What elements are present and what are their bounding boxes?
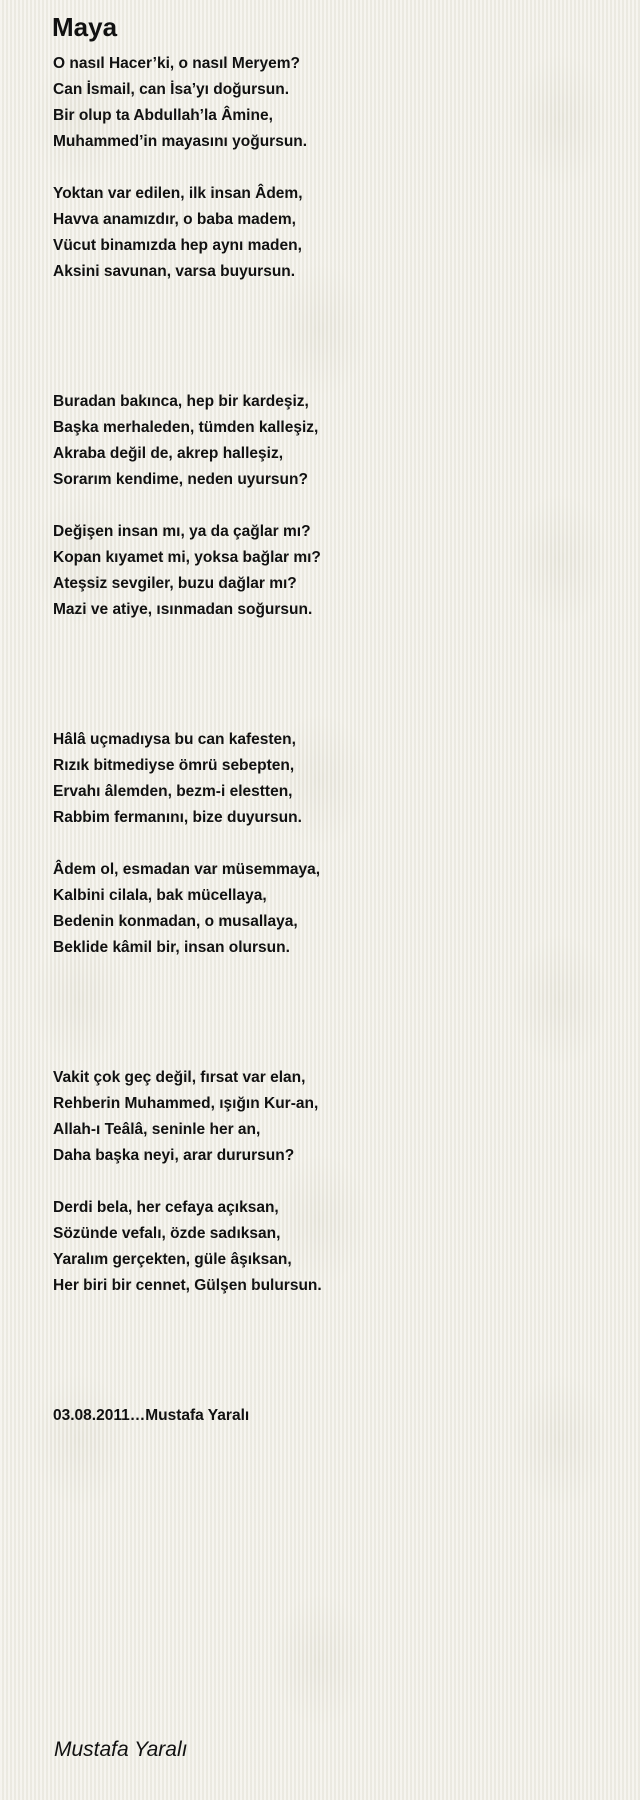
poem-line: Buradan bakınca, hep bir kardeşiz, <box>53 393 309 410</box>
stanza-8 <box>53 1195 613 1299</box>
poem-line: Can İsmail, can İsa’yı doğursun. <box>53 81 290 98</box>
stanza-3 <box>53 389 613 493</box>
poem-line: Rızık bitmediyse ömrü sebepten, <box>53 757 295 774</box>
stanza-2 <box>53 181 613 285</box>
poem-line: Ateşsiz sevgiler, buzu dağlar mı? <box>53 575 297 592</box>
poem-line: Havva anamızdır, o baba madem, <box>53 211 296 228</box>
author-name: Mustafa Yaralı <box>54 1738 188 1761</box>
poem-line: Rabbim fermanını, bize duyursun. <box>53 809 302 826</box>
stanza-spacer <box>53 155 613 181</box>
stanza-spacer <box>53 831 613 857</box>
stanza-4 <box>53 519 613 623</box>
poem-line: Başka merhaleden, tümden kalleşiz, <box>53 419 319 436</box>
section-spacer <box>53 623 613 727</box>
poem-line: Rehberin Muhammed, ışığın Kur-an, <box>53 1095 319 1112</box>
poem-line: Yaralım gerçekten, güle âşıksan, <box>53 1251 292 1268</box>
poem-line: Kalbini cilala, bak mücellaya, <box>53 887 267 904</box>
stanza-5 <box>53 727 613 831</box>
poem-line: Akraba değil de, akrep halleşiz, <box>53 445 284 462</box>
poem-line: Hâlâ uçmadıysa bu can kafesten, <box>53 731 296 748</box>
poem-line: Kopan kıyamet mi, yoksa bağlar mı? <box>53 549 321 566</box>
poem-line: Bir olup ta Abdullah’la Âmine, <box>53 107 273 124</box>
poem-line: Muhammed’in mayasını yoğursun. <box>53 133 308 150</box>
poem-line: Aksini savunan, varsa buyursun. <box>53 263 296 280</box>
stanza-6 <box>53 857 613 961</box>
poem-line: Her biri bir cennet, Gülşen bulursun. <box>53 1277 322 1294</box>
poem-line: Derdi bela, her cefaya açıksan, <box>53 1199 279 1216</box>
poem-line: Değişen insan mı, ya da çağlar mı? <box>53 523 311 540</box>
poem-title: Maya <box>52 12 118 42</box>
stanza-spacer <box>53 1169 613 1195</box>
poem-line: Vücut binamızda hep aynı maden, <box>53 237 302 254</box>
poem-line: O nasıl Hacer’ki, o nasıl Meryem? <box>53 55 300 72</box>
poem-line: Beklide kâmil bir, insan olursun. <box>53 939 290 956</box>
section-spacer <box>53 285 613 389</box>
poem-signature: 03.08.2011…Mustafa Yaralı <box>53 1407 250 1424</box>
stanza-1 <box>53 51 613 155</box>
section-spacer <box>53 961 613 1065</box>
poem-line: Bedenin konmadan, o musallaya, <box>53 913 298 930</box>
poem-body <box>53 51 613 1429</box>
stanza-7 <box>53 1065 613 1169</box>
poem-line: Sorarım kendime, neden uyursun? <box>53 471 308 488</box>
poem-line: Ervahı âlemden, bezm-i elestten, <box>53 783 293 800</box>
section-spacer <box>53 1299 613 1403</box>
stanza-spacer <box>53 493 613 519</box>
poem-line: Yoktan var edilen, ilk insan Âdem, <box>53 185 303 202</box>
poem-line: Daha başka neyi, arar durursun? <box>53 1147 295 1164</box>
poem-line: Sözünde vefalı, özde sadıksan, <box>53 1225 281 1242</box>
poem-line: Mazi ve atiye, ısınmadan soğursun. <box>53 601 313 618</box>
poem-line: Allah-ı Teâlâ, seninle her an, <box>53 1121 261 1138</box>
poem-line: Âdem ol, esmadan var müsemmaya, <box>53 861 321 878</box>
poem-line: Vakit çok geç değil, fırsat var elan, <box>53 1069 306 1086</box>
